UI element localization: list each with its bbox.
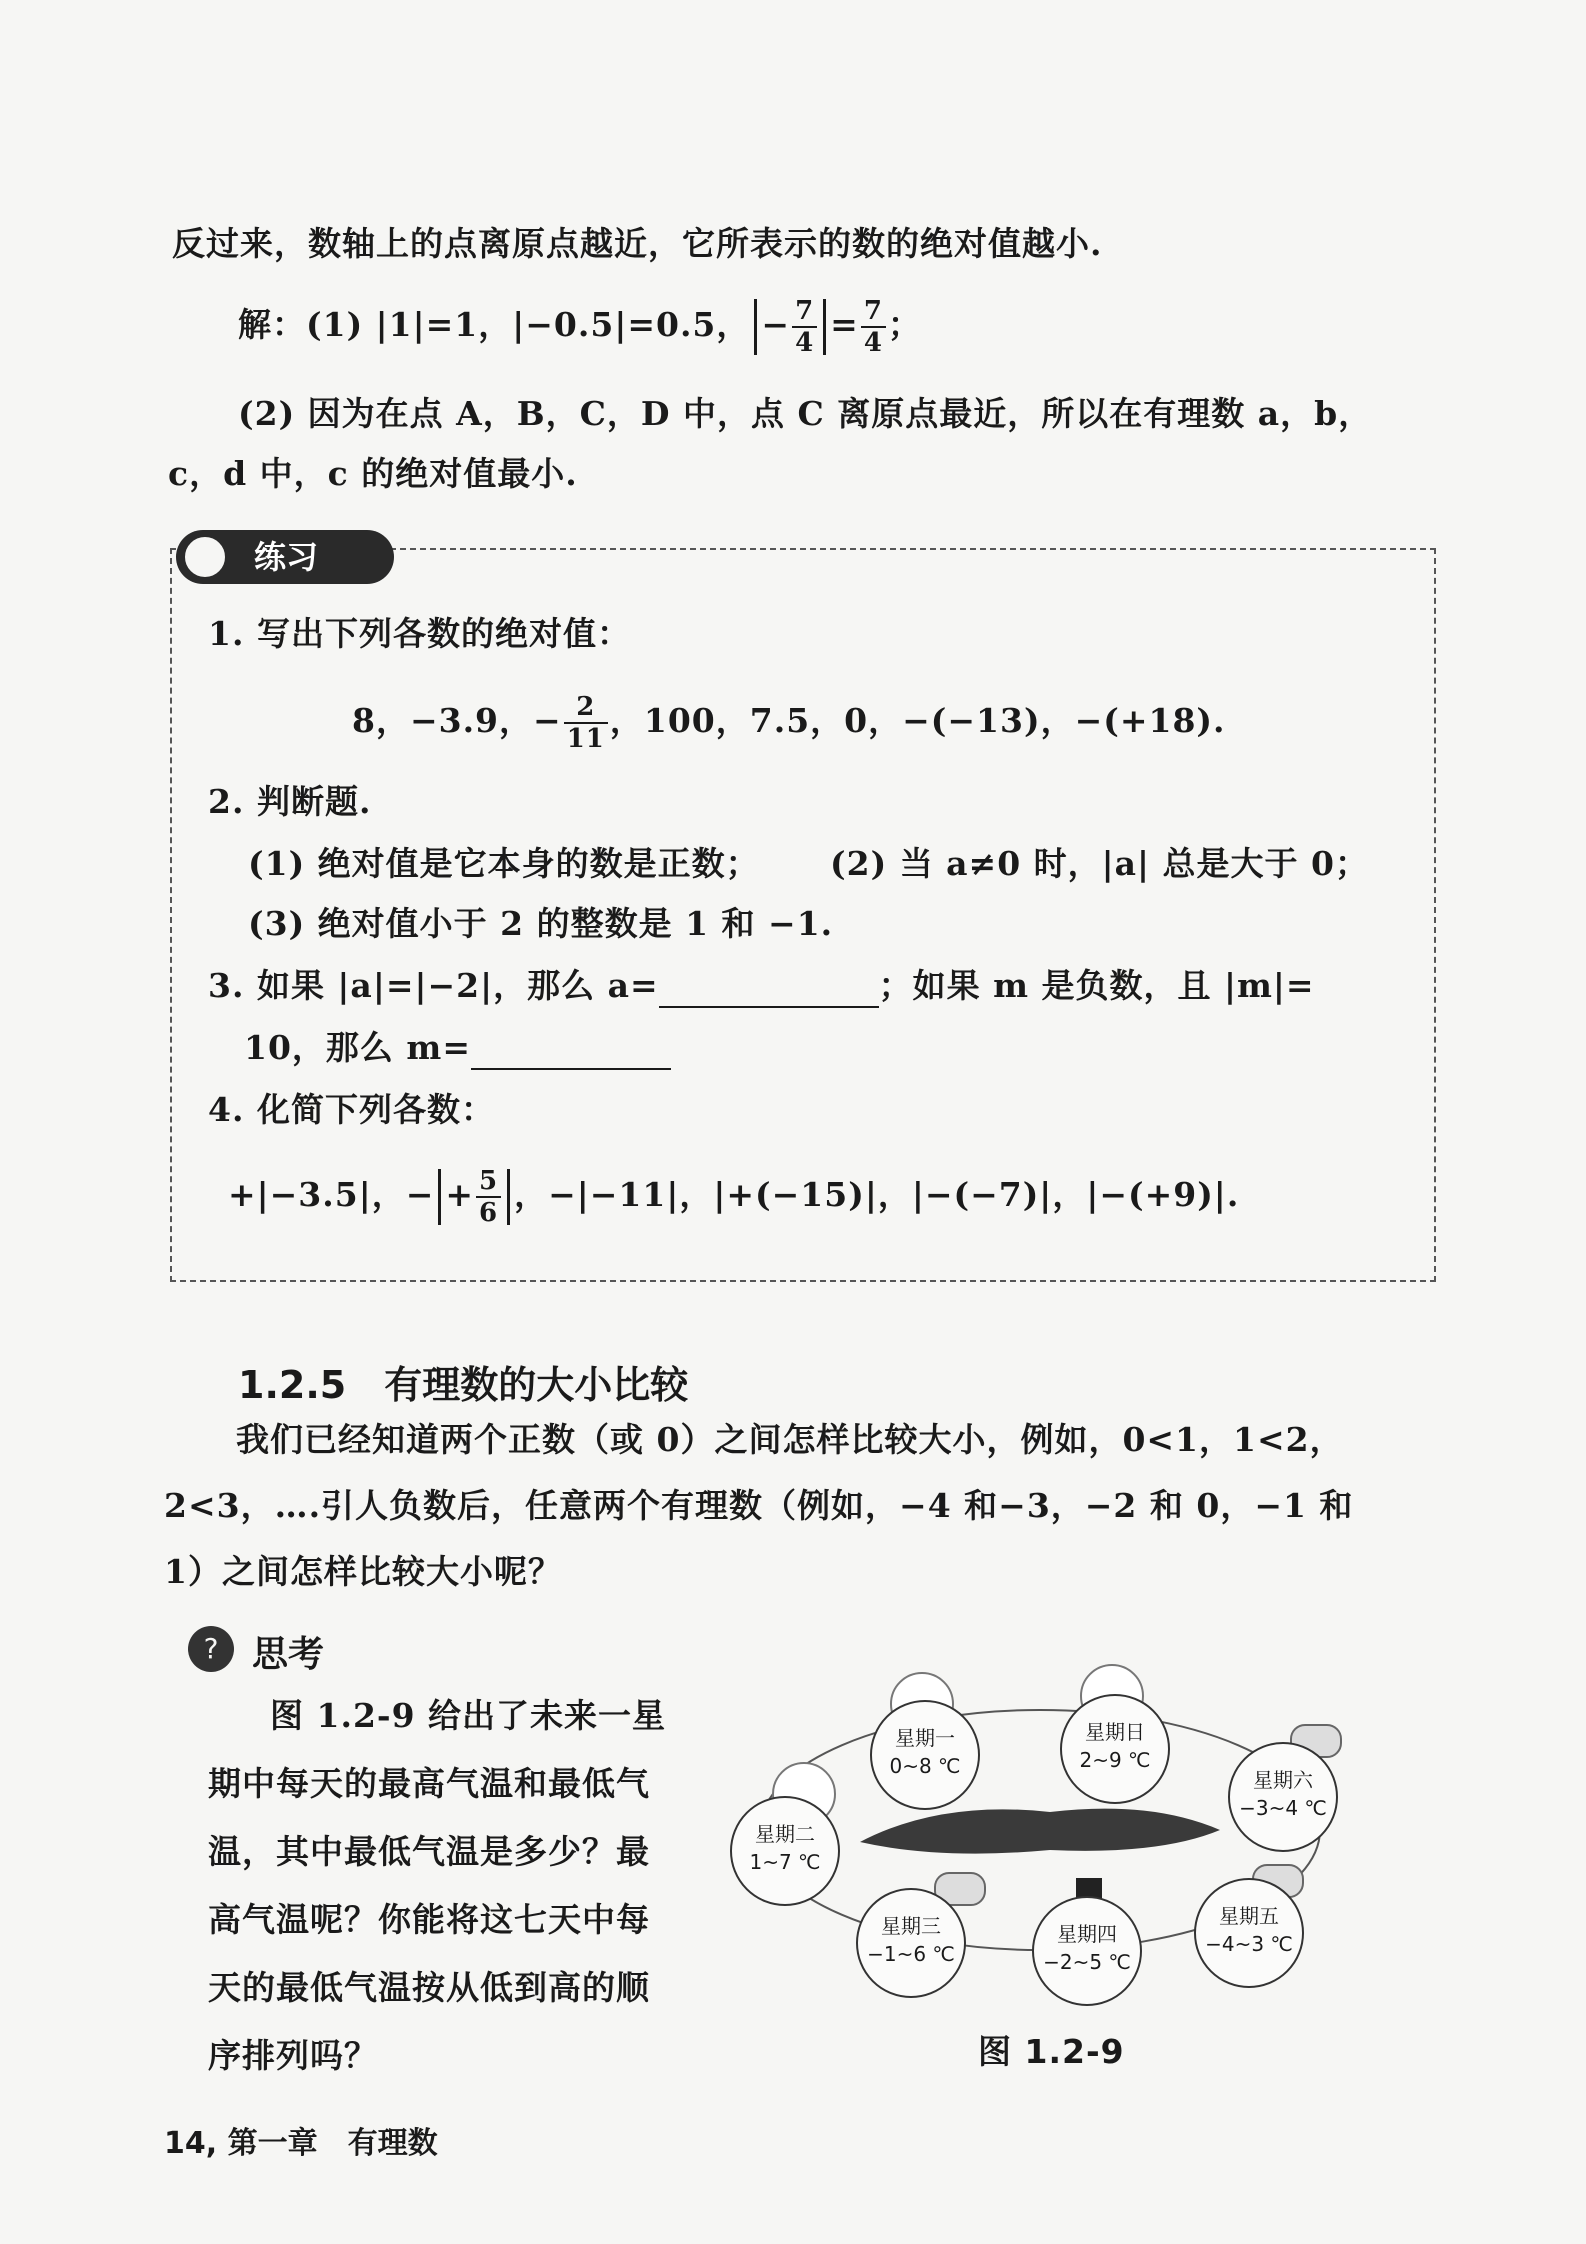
abs-bar-right: [823, 299, 826, 355]
figure-caption: 图 1.2-9: [978, 2032, 1125, 2071]
question-1-values: [352, 692, 1226, 754]
question-3-part-c: 10，那么 m=: [244, 1028, 471, 1067]
solution-equals: =: [830, 305, 859, 344]
day-temp: −4~3 ℃: [1205, 1932, 1293, 1956]
day-circle-monday: [870, 1700, 980, 1810]
page-number: 14: [164, 2126, 206, 2161]
day-name: 星期五: [1219, 1904, 1279, 1928]
fraction-numerator: 7: [792, 296, 817, 328]
pencil-icon: [182, 534, 228, 580]
day-name: 星期三: [881, 1914, 941, 1938]
think-line-5: 天的最低气温按从低到高的顺: [208, 1968, 650, 2007]
question-3-part-b: ；如果 m 是负数，且 |m|=: [878, 966, 1315, 1005]
result-numerator: 7: [861, 296, 886, 328]
question-1-values-end: ，100，7.5，0，−(−13)，−(+18).: [609, 701, 1226, 740]
day-temp: −1~6 ℃: [867, 1942, 955, 1966]
abs-bar-left: [754, 299, 757, 355]
day-temp: 2~9 ℃: [1079, 1748, 1151, 1772]
day-temp: −2~5 ℃: [1043, 1950, 1131, 1974]
think-icon: ?: [188, 1626, 234, 1672]
answer-blank-a[interactable]: [659, 976, 879, 1008]
question-4-values: +|−3.5|，− + $\frac{5}{6}$ ，−|−11|，|+(−15)|，|−(−7)|，|−(+9)|.: [228, 1166, 1240, 1228]
section-paragraph-line1: 我们已经知道两个正数（或 0）之间怎样比较大小，例如，0<1，1<2，: [236, 1420, 1344, 1459]
answer-blank-m[interactable]: [471, 1038, 671, 1070]
chapter-title: 有理数: [347, 2126, 438, 2161]
day-circle-sunday: [1060, 1694, 1170, 1804]
fraction-denominator: 4: [795, 328, 815, 358]
question-2: 2. 判断题.: [208, 782, 372, 821]
q1-denominator: 11: [566, 724, 605, 754]
section-paragraph-line2: 2<3，….引人负数后，任意两个有理数（例如，−4 和−3，−2 和 0，−1 和: [164, 1486, 1354, 1525]
think-line-2: 期中每天的最高气温和最低气: [208, 1764, 650, 1803]
q1-numerator: 2: [564, 692, 608, 724]
question-3-part-a: 3. 如果 |a|=|−2|，那么 a=: [208, 966, 659, 1005]
cloud-band-icon: [860, 1809, 1220, 1854]
question-2-item-2: (2) 当 a≠0 时，|a| 总是大于 0；: [830, 844, 1369, 883]
solution-prefix: 解：(1) |1|=1，|−0.5|=0.5，: [238, 305, 751, 344]
result-denominator: 4: [863, 328, 883, 358]
q4-numerator: 5: [476, 1166, 501, 1198]
question-3-line2: [244, 1026, 671, 1070]
question-4-fraction: [476, 1166, 501, 1228]
solution-part1: 解：(1) |1|=1，|−0.5|=0.5， − $\frac{7}{4}$ = $\frac{7}{4}$ ；: [238, 296, 922, 358]
day-name: 星期六: [1253, 1768, 1313, 1792]
q4-abs-bar-right: [507, 1169, 510, 1225]
question-4-values-start: +|−3.5|，−: [228, 1175, 435, 1214]
solution-end: ；: [887, 305, 922, 344]
day-circle-wednesday: [856, 1888, 966, 1998]
question-1-values-start: 8，−3.9，−: [352, 701, 562, 740]
think-line-3: 温，其中最低气温是多少？最: [208, 1832, 650, 1871]
day-temp: 0~8 ℃: [889, 1754, 961, 1778]
day-name: 星期日: [1085, 1720, 1145, 1744]
exercise-badge: [176, 530, 394, 584]
question-1-fraction: [564, 692, 608, 754]
weather-figure: [720, 1650, 1360, 2030]
question-4: 4. 化简下列各数：: [208, 1090, 495, 1129]
think-label: 思考: [252, 1634, 325, 1675]
question-3-line1: [208, 964, 1315, 1008]
day-temp: 1~7 ℃: [749, 1850, 821, 1874]
day-temp: −3~4 ℃: [1239, 1796, 1327, 1820]
solution-part2-line1: (2) 因为在点 A，B，C，D 中，点 C 离原点最近，所以在有理数 a，b，: [238, 394, 1373, 433]
day-circle-friday: [1194, 1878, 1304, 1988]
question-2-item-1: (1) 绝对值是它本身的数是正数；: [248, 844, 760, 883]
think-line-1: 图 1.2-9 给出了未来一星: [270, 1696, 667, 1735]
q4-abs-bar-left: [438, 1169, 441, 1225]
page-footer: 14, 第一章 有理数: [164, 2126, 438, 2161]
day-name: 星期二: [755, 1822, 815, 1846]
day-circle-saturday: [1228, 1742, 1338, 1852]
think-line-6: 序排列吗？: [208, 2036, 378, 2075]
question-1: 1. 写出下列各数的绝对值：: [208, 614, 631, 653]
question-2-item-3: (3) 绝对值小于 2 的整数是 1 和 −1.: [248, 904, 834, 943]
section-heading: 1.2.5 有理数的大小比较: [238, 1363, 689, 1407]
solution-fraction: [792, 296, 817, 358]
solution-part2-line2: c，d 中，c 的绝对值最小.: [168, 454, 578, 493]
q4-denominator: 6: [479, 1198, 499, 1228]
day-name: 星期四: [1057, 1922, 1117, 1946]
day-circle-tuesday: [730, 1796, 840, 1906]
section-paragraph-line3: 1）之间怎样比较大小呢？: [164, 1552, 562, 1591]
question-4-values-end: ，−|−11|，|+(−15)|，|−(−7)|，|−(+9)|.: [514, 1175, 1240, 1214]
intro-line: 反过来，数轴上的点离原点越近，它所表示的数的绝对值越小.: [172, 224, 1103, 263]
day-name: 星期一: [895, 1726, 955, 1750]
think-line-4: 高气温呢？你能将这七天中每: [208, 1900, 650, 1939]
day-circle-thursday: [1032, 1896, 1142, 2006]
solution-result-fraction: [861, 296, 886, 358]
chapter-label: 第一章: [227, 2126, 318, 2161]
exercise-badge-label: 练习: [254, 538, 319, 576]
